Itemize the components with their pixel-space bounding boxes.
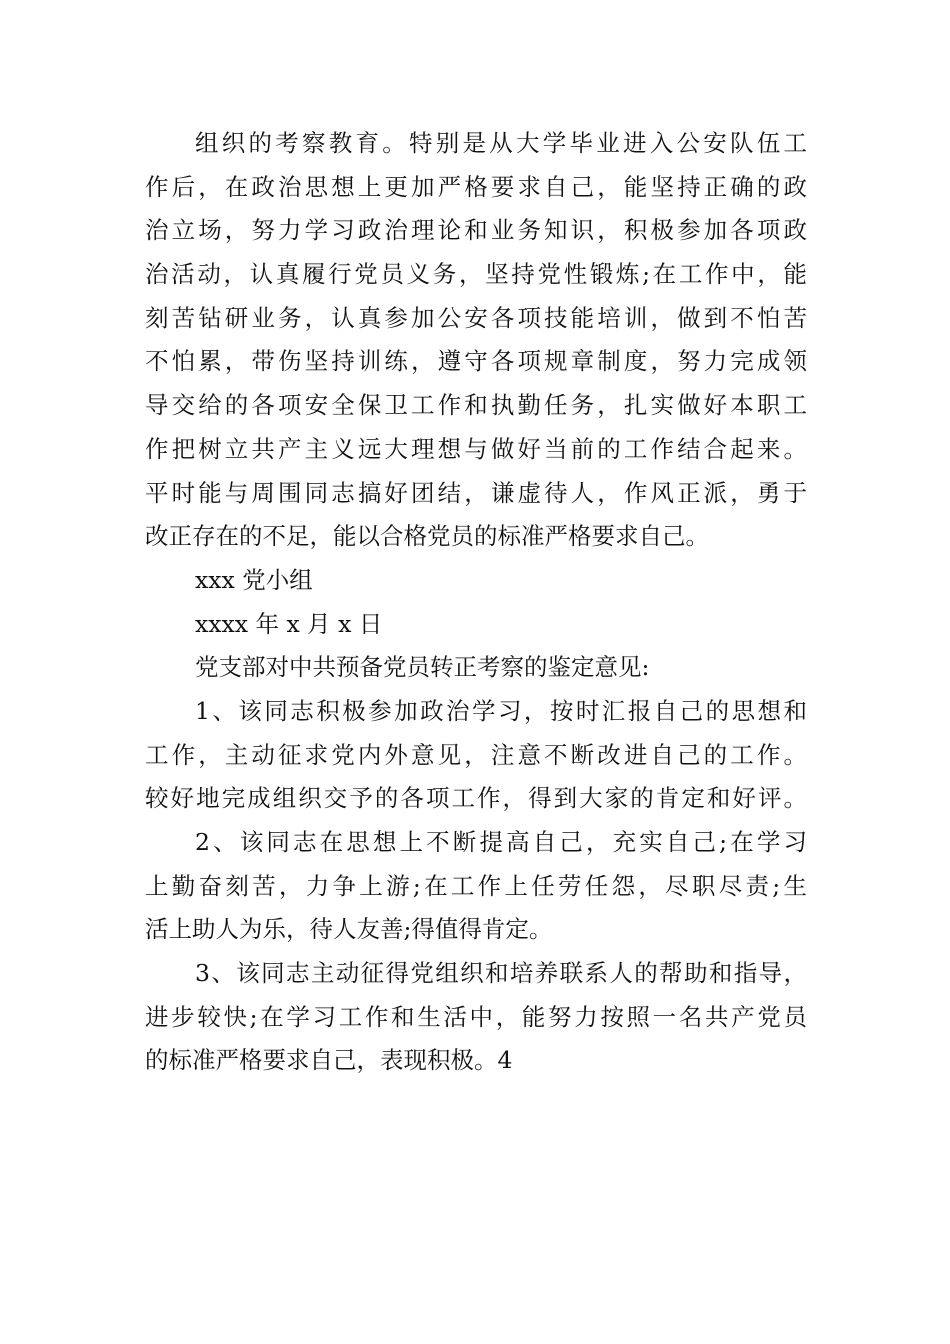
signature-date: xxxx 年 x 月 x 日	[195, 609, 383, 638]
opinion-item-2	[145, 827, 807, 958]
text-line: 治活动，认真履行党员义务，坚持党性锻炼;在工作中，能	[145, 260, 807, 289]
section-heading: 党支部对中共预备党员转正考察的鉴定意见:	[195, 653, 650, 682]
text-line: 不怕累，带伤坚持训练，遵守各项规章制度，努力完成领	[145, 347, 807, 376]
text-line: 改正存在的不足，能以合格党员的标准严格要求自己。	[145, 522, 709, 551]
text-line: 活上助人为乐，待人友善;得值得肯定。	[145, 915, 553, 944]
text-line: 平时能与周围同志搞好团结，谦虚待人，作风正派，勇于	[145, 478, 807, 507]
text-line: 作后，在政治思想上更加严格要求自己，能坚持正确的政	[145, 172, 807, 201]
text-line: 治立场，努力学习政治理论和业务知识，积极参加各项政	[145, 216, 807, 245]
text-line: 刻苦钻研业务，认真参加公安各项技能培训，做到不怕苦	[145, 303, 807, 332]
paragraph-evaluation	[145, 128, 807, 565]
document-page	[145, 128, 807, 1089]
text-line: 作把树立共产主义远大理想与做好当前的工作结合起来。	[145, 434, 807, 463]
opinion-item-1	[145, 696, 807, 827]
text-line: 进步较快;在学习工作和生活中，能努力按照一名共产党员	[145, 1002, 807, 1031]
text-line: 组织的考察教育。特别是从大学毕业进入公安队伍工	[195, 129, 807, 157]
text-line: 导交给的各项安全保卫工作和执勤任务，扎实做好本职工	[145, 391, 807, 420]
text-line: 3、该同志主动征得党组织和培养联系人的帮助和指导，	[195, 959, 807, 988]
opinion-item-3	[145, 958, 807, 1089]
text-line: 较好地完成组织交予的各项工作，得到大家的肯定和好评。	[145, 784, 807, 813]
text-line: 1、该同志积极参加政治学习，按时汇报自己的思想和	[195, 696, 807, 725]
text-line: 上勤奋刻苦，力争上游;在工作上任劳任怨，尽职尽责;生	[145, 871, 807, 900]
text-line: 工作，主动征求党内外意见，注意不断改进自己的工作。	[145, 740, 807, 769]
signature-group: xxx 党小组	[195, 565, 313, 594]
text-line: 2、该同志在思想上不断提高自己，充实自己;在学习	[195, 828, 807, 856]
text-line: 的标准严格要求自己，表现积极。4	[145, 1046, 513, 1075]
